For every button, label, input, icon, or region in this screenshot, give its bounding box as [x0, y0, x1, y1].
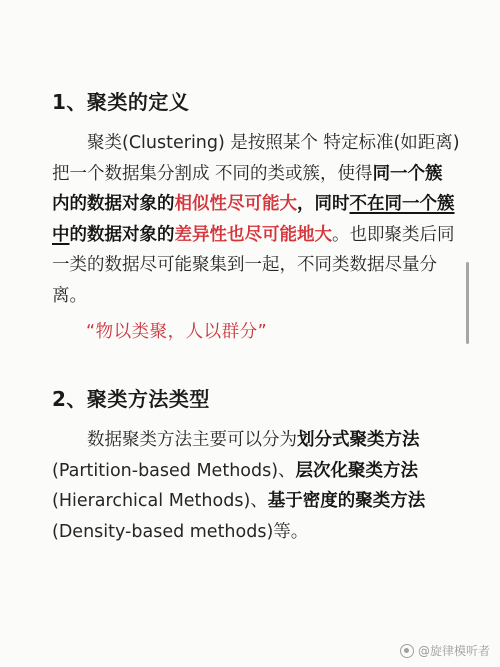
bold-text: ，同时 — [297, 194, 350, 214]
text: 离。 — [52, 285, 87, 306]
highlight-text: 差异性也尽可能地大 — [174, 224, 332, 245]
bold-text: 内的数据对象的 — [52, 194, 175, 214]
bold-text: 的数据对象的 — [69, 224, 175, 245]
bold-text: 基于密度的聚类方法 — [267, 491, 426, 511]
paragraph-line — [52, 220, 457, 251]
paragraph-line — [52, 159, 457, 190]
paragraph-line — [52, 517, 457, 548]
scrollbar-thumb[interactable] — [466, 262, 469, 344]
underlined-bold-text: 中 — [52, 224, 70, 245]
paragraph-line — [52, 128, 460, 159]
text: 把一个数据集分割成 不同的类或簇，使得 — [52, 163, 373, 184]
text: (Density-based methods)等。 — [52, 521, 309, 542]
paragraph-line — [52, 250, 457, 281]
paragraph-line — [52, 281, 457, 312]
bold-text: 同一个簇 — [372, 163, 443, 184]
bold-text: 层次化聚类方法 — [295, 460, 419, 481]
watermark — [400, 642, 490, 659]
section-2-paragraph — [52, 425, 457, 547]
watermark-text: @旋律模听者 — [417, 644, 490, 658]
quote-text: “物以类聚，人以群分” — [86, 322, 268, 342]
text: 一类的数据尽可能聚集到一起，不同类数据尽量分 — [52, 255, 437, 275]
bold-text: 划分式聚类方法 — [297, 430, 420, 450]
paragraph-line — [52, 486, 457, 517]
text: (Partition-based Methods)、 — [52, 460, 296, 481]
text: 数据聚类方法主要可以分为 — [87, 430, 297, 450]
section-2-heading: 2、聚类方法类型 — [52, 387, 210, 411]
paragraph-line — [52, 189, 457, 220]
paragraph-line — [52, 456, 457, 487]
section-1-paragraph — [52, 128, 460, 311]
paragraph-line — [52, 425, 457, 456]
text: 。也即聚类后同 — [332, 224, 455, 245]
text: 聚类(Clustering) 是按照某个 特定标准(如距离) — [87, 133, 460, 153]
circle-logo-icon — [400, 644, 414, 658]
underlined-bold-text: 不在同一个簇 — [349, 194, 455, 214]
text: (Hierarchical Methods)、 — [52, 491, 268, 511]
section-1-heading: 1、聚类的定义 — [52, 90, 190, 114]
highlight-text: 相似性尽可能大 — [174, 194, 297, 214]
